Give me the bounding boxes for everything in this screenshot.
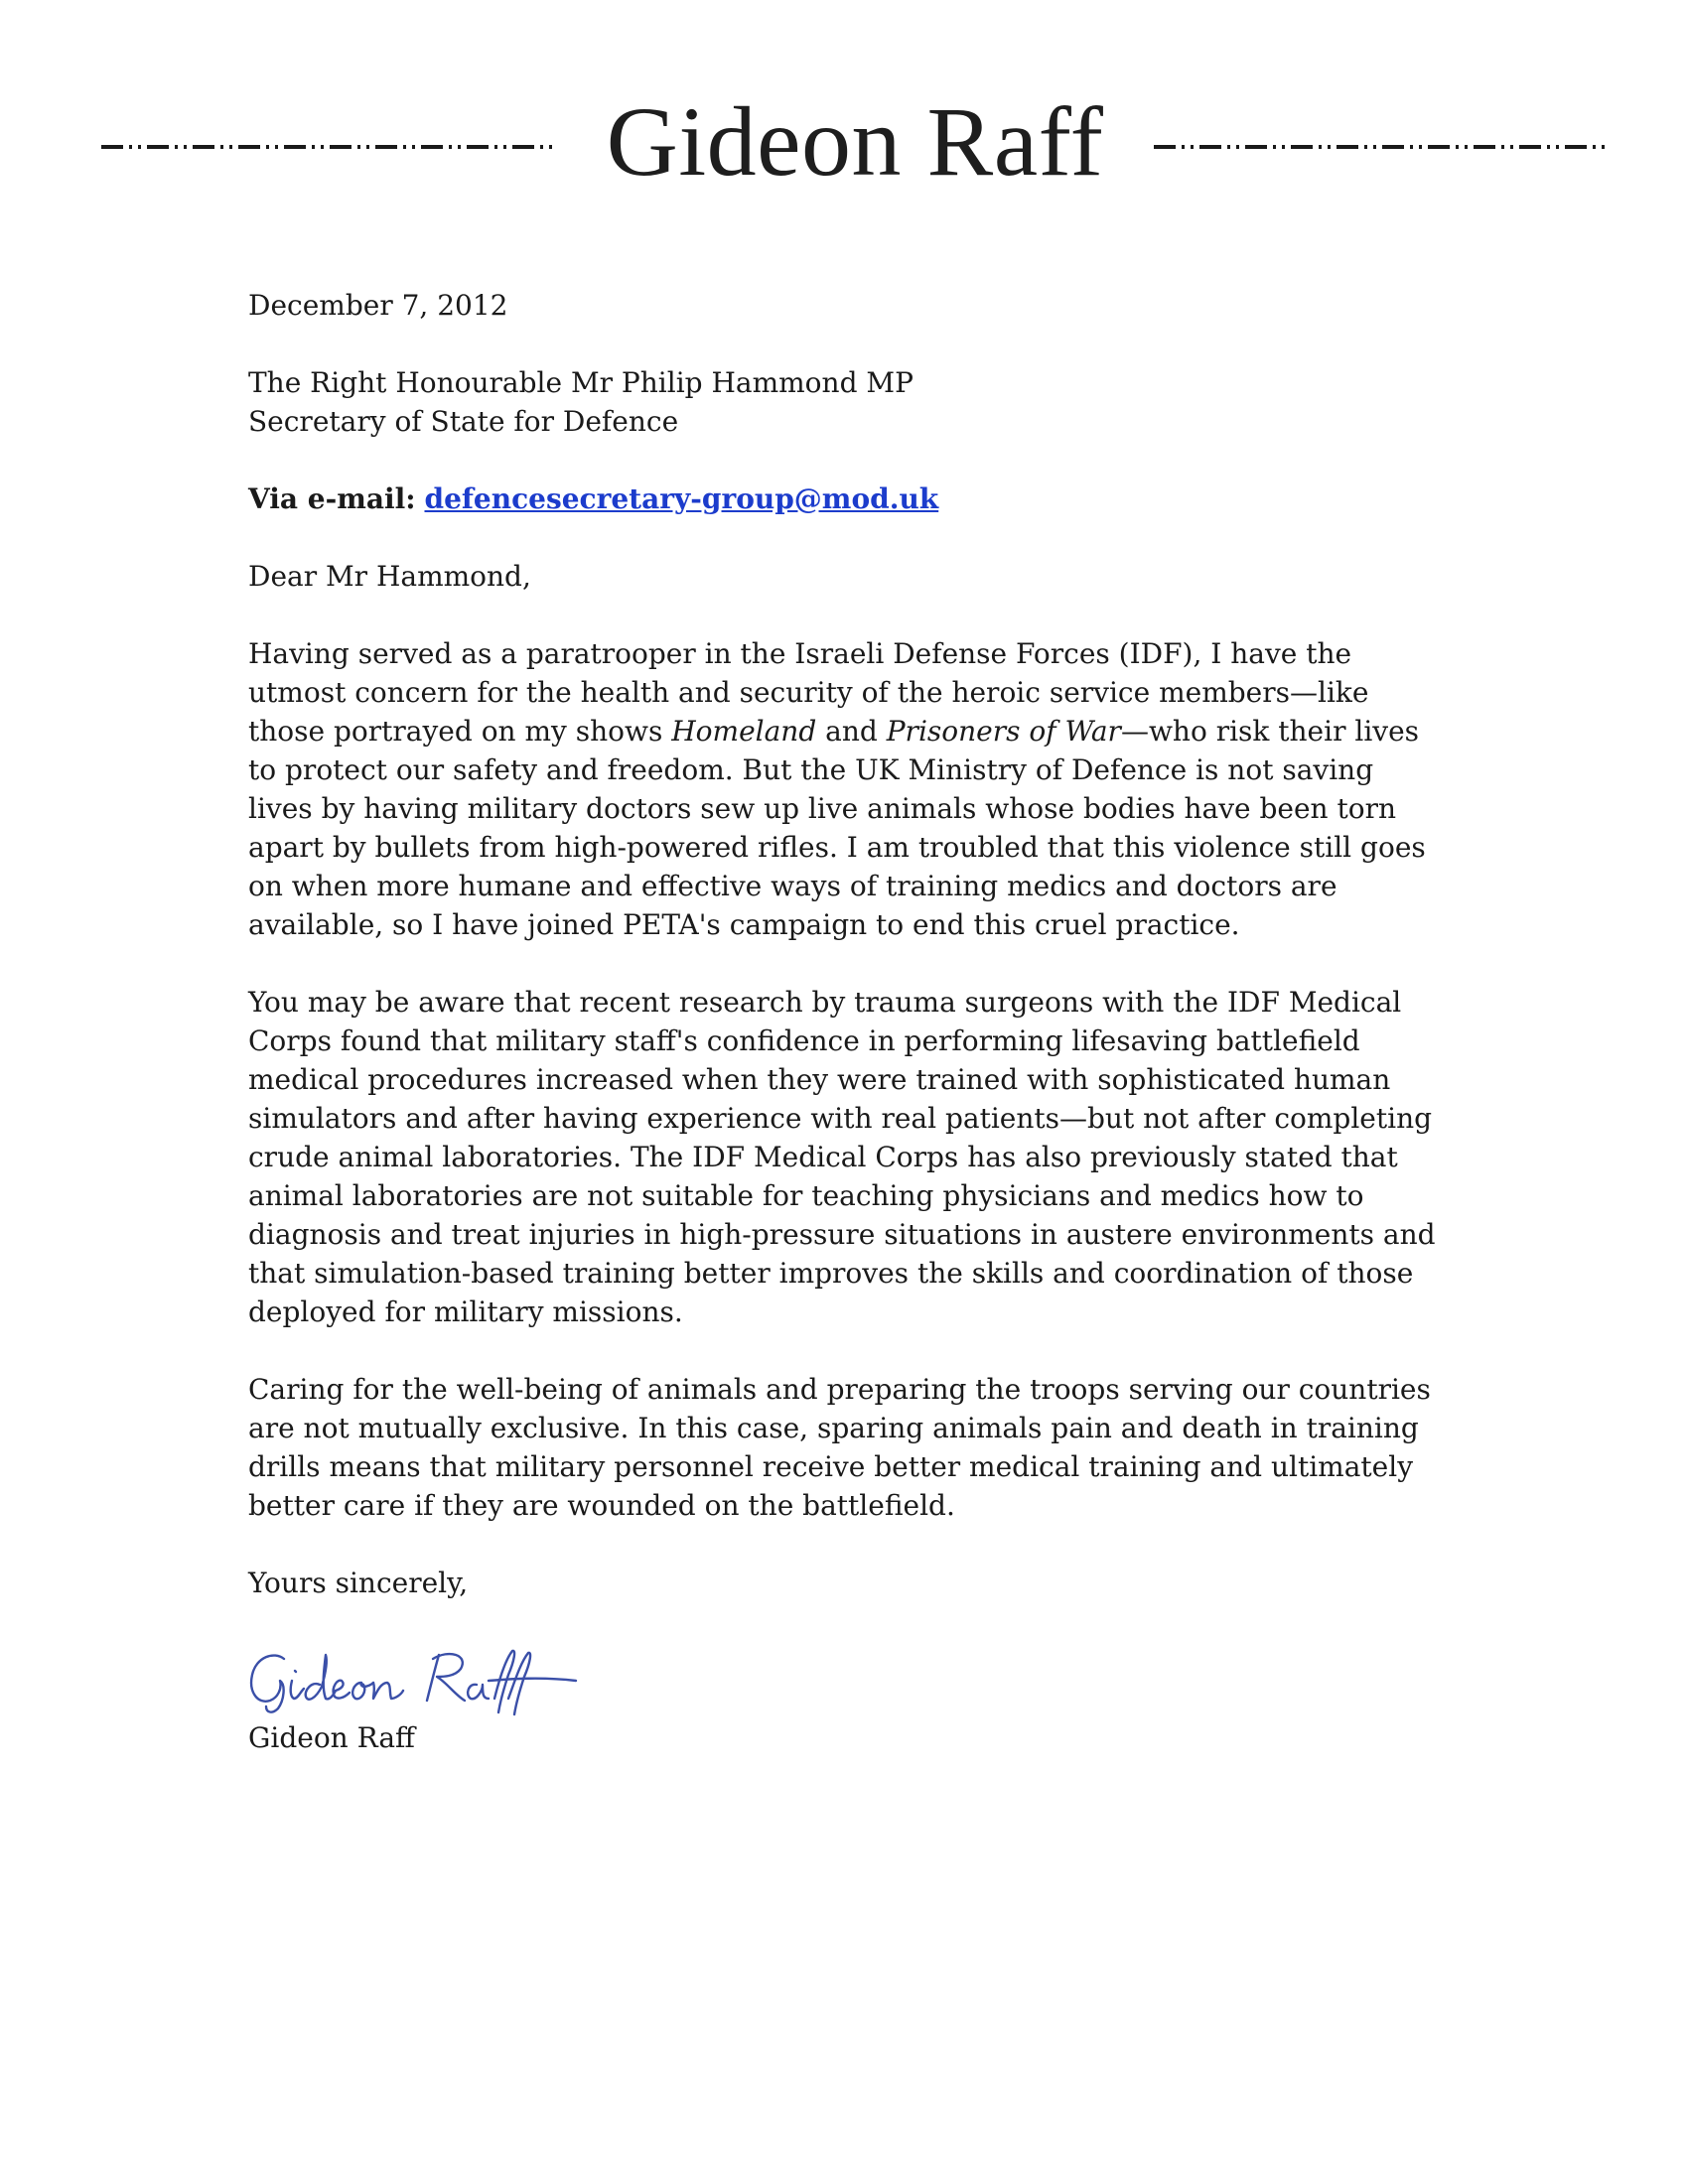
paragraph-1-part-1: Having served as a paratrooper in the Israeli Defense Forces (IDF), I have the utmost concern for the health and security of the heroic service members—like those portrayed on my shows (248, 637, 1369, 748)
via-email-line (248, 479, 1440, 518)
paragraph-1-part-3: —who risk their lives to protect our safety and freedom. But the UK Ministry of Defence is not saving lives by having military doctors sew up live animals whose bodies have been torn apart by bullets from high-powered rifles. I am troubled that this violence still goes on when more humane and effective ways of training medics and doctors are available, so I have joined PETA's campaign to end this cruel practice. (248, 715, 1426, 941)
signer-name: Gideon Raff (248, 1721, 415, 1754)
letterhead-name: Gideon Raff (606, 86, 1104, 197)
paragraph-1 (248, 634, 1440, 944)
letter-date: December 7, 2012 (248, 289, 508, 322)
handwritten-signature (244, 1641, 582, 1720)
via-email-label: Via e-mail: (248, 482, 416, 515)
letterhead-rule-right (1154, 145, 1606, 149)
email-link[interactable]: defencesecretary-group@mod.uk (424, 482, 939, 515)
salutation: Dear Mr Hammond, (248, 560, 531, 593)
recipient-block (248, 363, 1440, 441)
paragraph-3: Caring for the well-being of animals and preparing the troops serving our countries are not mutually exclusive. In this case, sparing animals pain and death in training drills means that military personnel receive better medical training and ultimately better care if they are wounded on the battlefield. (248, 1373, 1431, 1522)
letterhead (0, 87, 1688, 197)
show-title-homeland: Homeland (671, 715, 817, 748)
show-title-prisoners-of-war: Prisoners of War (886, 715, 1121, 748)
recipient-name: The Right Honourable Mr Philip Hammond MP (248, 366, 914, 399)
recipient-title: Secretary of State for Defence (248, 405, 679, 438)
closing: Yours sincerely, (248, 1567, 469, 1599)
letter-body (248, 286, 1440, 1796)
letterhead-rule-left (101, 145, 556, 149)
paragraph-2: You may be aware that recent research by trauma surgeons with the IDF Medical Corps found that military staff's confidence in performing lifesaving battlefield medical procedures increased when they were trained with sophisticated human simulators and after having experience with real patients—but not after completing crude animal laboratories. The IDF Medical Corps has also previously stated that animal laboratories are not suitable for teaching physicians and medics how to diagnosis and treat injuries in high-pressure situations in austere environments and that simulation-based training better improves the skills and coordination of those deployed for military missions. (248, 986, 1436, 1328)
paragraph-1-part-2: and (816, 715, 887, 748)
